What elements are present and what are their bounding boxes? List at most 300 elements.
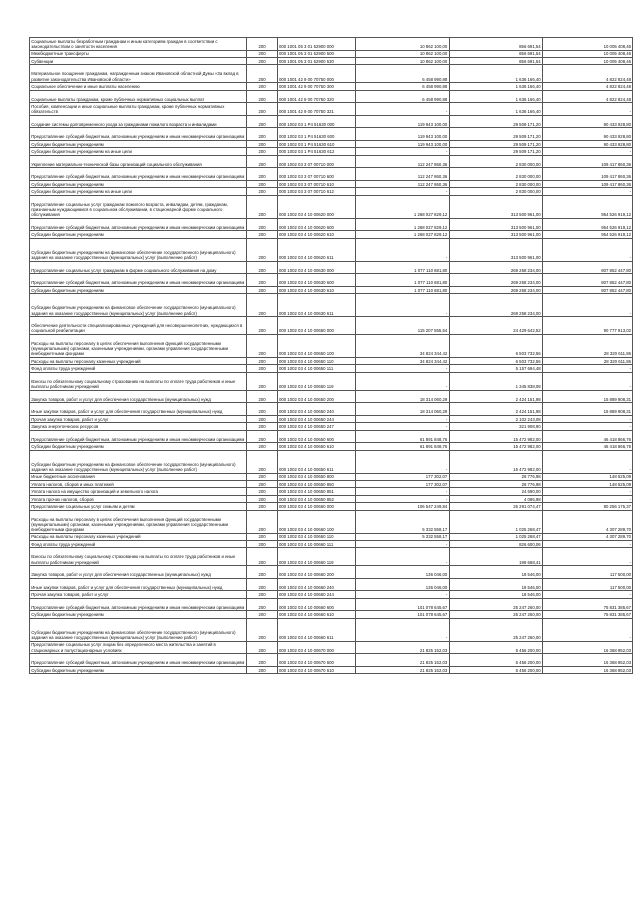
row-code-cell: 200 bbox=[247, 274, 277, 287]
row-approved-cell: - bbox=[356, 103, 449, 116]
row-name-cell: Субсидии бюджетным учреждениям на финансовое обеспечение государственного (муниципального) задания на оказание государственных (муниципальных) услуг (выполнение работ) bbox=[30, 238, 247, 261]
row-unexecuted-cell: - bbox=[542, 365, 632, 372]
row-executed-cell: 29 509 171,20 bbox=[449, 128, 542, 141]
row-executed-cell: 2 424 151,98 bbox=[449, 390, 542, 403]
row-name-cell: Социальное обеспечение и иные выплаты населению bbox=[30, 83, 247, 90]
row-code-cell: 200 bbox=[247, 390, 277, 403]
row-executed-cell: 15 472 982,00 bbox=[449, 443, 542, 450]
row-executed-cell: 28 776,98 bbox=[449, 480, 542, 487]
row-approved-cell: 5 332 558,17 bbox=[356, 533, 449, 540]
row-approved-cell: - bbox=[356, 591, 449, 598]
row-name-cell: Предоставление субсидий бюджетным, автономным учреждениям и иным некоммерческим организациям bbox=[30, 128, 247, 141]
row-approved-cell: 18 314 060,29 bbox=[356, 390, 449, 403]
row-kbk-cell: 000 1002 03 4 10 00650 610 bbox=[277, 443, 355, 450]
row-name-cell: Субсидии бюджетным учреждениям bbox=[30, 180, 247, 187]
row-code-cell: 200 bbox=[247, 618, 277, 641]
row-approved-cell: 119 943 100,00 bbox=[356, 115, 449, 128]
row-executed-cell: 18 546,00 bbox=[449, 566, 542, 579]
row-kbk-cell: 000 1002 03 4 10 00650 240 bbox=[277, 403, 355, 416]
row-executed-cell: 269 258 234,00 bbox=[449, 294, 542, 317]
row-name-cell: Субсидии бюджетным учреждениям bbox=[30, 443, 247, 450]
row-code-cell: 200 bbox=[247, 57, 277, 64]
row-executed-cell: 269 258 234,00 bbox=[449, 274, 542, 287]
table-row bbox=[30, 238, 633, 261]
row-kbk-cell: 000 1002 03 1 P4 51630 000 bbox=[277, 115, 355, 128]
row-name-cell: Прочая закупка товаров, работ и услуг bbox=[30, 591, 247, 598]
row-approved-cell: 101 078 645,67 bbox=[356, 598, 449, 611]
row-unexecuted-cell: - bbox=[542, 294, 632, 317]
table-row bbox=[30, 294, 633, 317]
table-row bbox=[30, 618, 633, 641]
table-row bbox=[30, 480, 633, 487]
row-name-cell: Предоставление социальных услуг лицам без определенного места жительства и занятий в стационарных и полустационарных условиях bbox=[30, 641, 247, 654]
row-code-cell: 200 bbox=[247, 566, 277, 579]
table-row bbox=[30, 168, 633, 181]
row-code-cell: 200 bbox=[247, 168, 277, 181]
budget-execution-table bbox=[29, 37, 633, 674]
row-name-cell: Межбюджетные трансферты bbox=[30, 50, 247, 57]
table-row bbox=[30, 430, 633, 443]
row-unexecuted-cell: 28 320 611,86 bbox=[542, 358, 632, 365]
row-approved-cell: 21 825 152,03 bbox=[356, 666, 449, 673]
row-executed-cell: 4 086,98 bbox=[449, 495, 542, 502]
row-code-cell: 200 bbox=[247, 140, 277, 147]
row-unexecuted-cell: - bbox=[542, 618, 632, 641]
row-approved-cell: 61 891 848,76 bbox=[356, 430, 449, 443]
row-code-cell: 200 bbox=[247, 591, 277, 598]
table-row bbox=[30, 218, 633, 231]
row-name-cell: Социальные выплаты безработным гражданам и иным категориям граждан в соответствии с законодательством о занятости населения bbox=[30, 38, 247, 51]
row-kbk-cell: 000 1002 03 1 P4 51630 600 bbox=[277, 128, 355, 141]
row-approved-cell: 1 077 110 681,80 bbox=[356, 261, 449, 274]
row-kbk-cell: 000 1002 03 3 07 00710 600 bbox=[277, 168, 355, 181]
row-kbk-cell: 000 1002 03 1 P4 51630 610 bbox=[277, 140, 355, 147]
row-executed-cell: 826 600,06 bbox=[449, 540, 542, 547]
row-code-cell: 200 bbox=[247, 50, 277, 57]
table-row bbox=[30, 103, 633, 116]
row-code-cell: 200 bbox=[247, 261, 277, 274]
row-executed-cell: 2 830 000,00 bbox=[449, 180, 542, 187]
row-approved-cell: 112 247 860,36 bbox=[356, 155, 449, 168]
row-kbk-cell: 000 1002 03 4 10 00650 110 bbox=[277, 358, 355, 365]
row-kbk-cell: 000 1001 42 9 00 70750 300 bbox=[277, 83, 355, 90]
row-name-cell: Уплата прочих налогов, сборов bbox=[30, 495, 247, 502]
row-name-cell: Предоставление субсидий бюджетным, автономным учреждениям и иным некоммерческим организациям bbox=[30, 654, 247, 667]
row-code-cell: 200 bbox=[247, 128, 277, 141]
row-unexecuted-cell: 117 500,00 bbox=[542, 578, 632, 591]
row-kbk-cell: 000 1002 03 4 10 00650 851 bbox=[277, 488, 355, 495]
table-row bbox=[30, 443, 633, 450]
table-row bbox=[30, 566, 633, 579]
row-executed-cell: 269 258 234,00 bbox=[449, 286, 542, 293]
row-executed-cell: 1 345 838,08 bbox=[449, 372, 542, 390]
row-kbk-cell: 000 1002 03 4 10 00630 611 bbox=[277, 294, 355, 317]
row-name-cell: Субсидии бюджетным учреждениям на иные цели bbox=[30, 148, 247, 155]
row-name-cell: Субсидии бюджетным учреждениям на финансовое обеспечение государственного (муниципального) задания на оказание государственных (муниципальных) услуг (выполнение работ) bbox=[30, 618, 247, 641]
table-row bbox=[30, 510, 633, 533]
table-row bbox=[30, 90, 633, 103]
row-unexecuted-cell: 75 831 385,67 bbox=[542, 598, 632, 611]
row-name-cell: Предоставление субсидий бюджетным, автономным учреждениям и иным некоммерческим организациям bbox=[30, 218, 247, 231]
row-unexecuted-cell: 46 418 866,76 bbox=[542, 443, 632, 450]
row-executed-cell: 24 690,00 bbox=[449, 488, 542, 495]
table-row bbox=[30, 286, 633, 293]
row-name-cell: Иные закупки товаров, работ и услуг для обеспечения государственных (муниципальных) нужд bbox=[30, 403, 247, 416]
row-name-cell: Субсидии бюджетным учреждениям на финансовое обеспечение государственного (муниципального) задания на оказание государственных (муниципальных) услуг (выполнение работ) bbox=[30, 450, 247, 473]
table-row bbox=[30, 503, 633, 510]
row-name-cell: Прочая закупка товаров, работ и услуг bbox=[30, 415, 247, 422]
row-name-cell: Обеспечение деятельности специализированных учреждений для несовершеннолетних, нуждающихся в социальной реабилитации bbox=[30, 317, 247, 335]
row-code-cell: 200 bbox=[247, 65, 277, 83]
row-kbk-cell: 000 1002 03 3 07 00710 000 bbox=[277, 155, 355, 168]
row-kbk-cell: 000 1002 03 4 10 00620 000 bbox=[277, 195, 355, 218]
row-name-cell: Закупка товаров, работ и услуг для обеспечения государственных (муниципальных) нужд bbox=[30, 390, 247, 403]
row-kbk-cell: 000 1002 03 4 10 00650 852 bbox=[277, 495, 355, 502]
table-row bbox=[30, 488, 633, 495]
row-executed-cell: 198 668,41 bbox=[449, 548, 542, 566]
row-approved-cell: 34 824 344,42 bbox=[356, 358, 449, 365]
table-row bbox=[30, 261, 633, 274]
row-executed-cell: 313 500 961,00 bbox=[449, 195, 542, 218]
table-row bbox=[30, 65, 633, 83]
table-row bbox=[30, 358, 633, 365]
row-executed-cell: 18 546,00 bbox=[449, 591, 542, 598]
row-kbk-cell: 000 1002 03 4 10 00650 100 bbox=[277, 335, 355, 358]
row-executed-cell: 2 830 000,00 bbox=[449, 188, 542, 195]
row-code-cell: 200 bbox=[247, 358, 277, 365]
row-executed-cell: 5 157 694,48 bbox=[449, 365, 542, 372]
table-row bbox=[30, 372, 633, 390]
row-kbk-cell: 000 1001 05 3 01 52900 530 bbox=[277, 57, 355, 64]
row-unexecuted-cell: 16 368 952,03 bbox=[542, 654, 632, 667]
row-approved-cell: - bbox=[356, 365, 449, 372]
row-name-cell: Фонд оплаты труда учреждений bbox=[30, 365, 247, 372]
row-kbk-cell: 000 1002 03 1 P4 51630 612 bbox=[277, 148, 355, 155]
row-executed-cell: 28 776,98 bbox=[449, 473, 542, 480]
row-unexecuted-cell: - bbox=[542, 548, 632, 566]
table-row bbox=[30, 140, 633, 147]
row-name-cell: Субсидии бюджетным учреждениям bbox=[30, 286, 247, 293]
table-row bbox=[30, 403, 633, 416]
row-unexecuted-cell: 954 526 919,12 bbox=[542, 218, 632, 231]
row-approved-cell: 115 207 555,54 bbox=[356, 317, 449, 335]
row-name-cell: Расходы на выплаты персоналу в целях обеспечения выполнения функций государственными (муниципальными) органами, казенными учреждениями, органами управления государственными внебюджетными фондами bbox=[30, 335, 247, 358]
table-row bbox=[30, 274, 633, 287]
row-unexecuted-cell: - bbox=[542, 148, 632, 155]
row-kbk-cell: 000 1002 03 4 10 00660 610 bbox=[277, 611, 355, 618]
row-executed-cell: 25 247 260,00 bbox=[449, 618, 542, 641]
row-unexecuted-cell: 15 889 908,31 bbox=[542, 403, 632, 416]
row-name-cell: Предоставление субсидий бюджетным, автономным учреждениям и иным некоммерческим организациям bbox=[30, 598, 247, 611]
table-row bbox=[30, 180, 633, 187]
row-approved-cell: 136 046,00 bbox=[356, 578, 449, 591]
row-approved-cell: 1 077 110 681,80 bbox=[356, 286, 449, 293]
table-row bbox=[30, 533, 633, 540]
row-code-cell: 200 bbox=[247, 654, 277, 667]
row-approved-cell: 112 247 860,36 bbox=[356, 180, 449, 187]
row-executed-cell: 29 509 171,20 bbox=[449, 115, 542, 128]
row-code-cell: 200 bbox=[247, 286, 277, 293]
row-approved-cell: 119 943 100,00 bbox=[356, 140, 449, 147]
row-unexecuted-cell: - bbox=[542, 238, 632, 261]
row-kbk-cell: 000 1002 03 4 10 00670 000 bbox=[277, 641, 355, 654]
table-row bbox=[30, 495, 633, 502]
row-kbk-cell: 000 1002 03 4 10 00660 611 bbox=[277, 618, 355, 641]
table-row bbox=[30, 57, 633, 64]
row-code-cell: 200 bbox=[247, 294, 277, 317]
row-code-cell: 200 bbox=[247, 372, 277, 390]
row-executed-cell: 1 636 166,40 bbox=[449, 65, 542, 83]
row-unexecuted-cell: 148 525,09 bbox=[542, 473, 632, 480]
row-kbk-cell: 000 1002 03 4 10 00630 600 bbox=[277, 274, 355, 287]
row-executed-cell: 2 830 000,00 bbox=[449, 168, 542, 181]
row-executed-cell: 2 830 000,00 bbox=[449, 155, 542, 168]
row-approved-cell: - bbox=[356, 238, 449, 261]
row-executed-cell: 2 102 243,08 bbox=[449, 415, 542, 422]
row-executed-cell: 5 456 200,00 bbox=[449, 666, 542, 673]
row-approved-cell: 112 247 860,36 bbox=[356, 168, 449, 181]
row-approved-cell: 119 943 100,00 bbox=[356, 128, 449, 141]
row-name-cell: Социальные выплаты гражданам, кроме публичных нормативных социальных выплат bbox=[30, 90, 247, 103]
table-row bbox=[30, 415, 633, 422]
row-executed-cell: 1 636 166,40 bbox=[449, 103, 542, 116]
row-name-cell: Материальное поощрение гражданам, награжденным знаком Ивановской областной Думы «За вклад в развитие законодательства Ивановской области» bbox=[30, 65, 247, 83]
row-approved-cell: 101 078 645,67 bbox=[356, 611, 449, 618]
row-name-cell: Фонд оплаты труда учреждений bbox=[30, 540, 247, 547]
row-code-cell: 200 bbox=[247, 548, 277, 566]
row-name-cell: Взносы по обязательному социальному страхованию на выплаты по оплате труда работников и иные выплаты работникам учреждений bbox=[30, 372, 247, 390]
row-name-cell: Предоставление субсидий бюджетным, автономным учреждениям и иным некоммерческим организациям bbox=[30, 168, 247, 181]
row-executed-cell: 1 025 268,47 bbox=[449, 510, 542, 533]
row-code-cell: 200 bbox=[247, 115, 277, 128]
row-unexecuted-cell: 75 831 385,67 bbox=[542, 611, 632, 618]
row-approved-cell: 1 268 027 829,12 bbox=[356, 218, 449, 231]
row-approved-cell: - bbox=[356, 148, 449, 155]
row-name-cell: Взносы по обязательному социальному страхованию на выплаты по оплате труда работников и иные выплаты работникам учреждений bbox=[30, 548, 247, 566]
row-kbk-cell: 000 1002 03 4 10 00650 111 bbox=[277, 365, 355, 372]
row-code-cell: 200 bbox=[247, 480, 277, 487]
row-approved-cell: 177 302,07 bbox=[356, 473, 449, 480]
row-code-cell: 200 bbox=[247, 38, 277, 51]
row-executed-cell: 18 546,00 bbox=[449, 578, 542, 591]
row-code-cell: 200 bbox=[247, 598, 277, 611]
row-code-cell: 200 bbox=[247, 578, 277, 591]
row-approved-cell: 6 458 990,88 bbox=[356, 65, 449, 83]
row-approved-cell: 10 862 100,00 bbox=[356, 50, 449, 57]
row-unexecuted-cell: 4 822 824,48 bbox=[542, 90, 632, 103]
row-code-cell: 200 bbox=[247, 365, 277, 372]
row-unexecuted-cell: 80 256 175,37 bbox=[542, 503, 632, 510]
row-unexecuted-cell: 807 852 447,80 bbox=[542, 286, 632, 293]
row-name-cell: Создание системы долговременного ухода за гражданами пожилого возраста и инвалидами bbox=[30, 115, 247, 128]
row-unexecuted-cell: - bbox=[542, 188, 632, 195]
row-code-cell: 200 bbox=[247, 218, 277, 231]
row-code-cell: 200 bbox=[247, 666, 277, 673]
row-executed-cell: 25 247 260,00 bbox=[449, 598, 542, 611]
row-kbk-cell: 000 1002 03 4 10 00650 244 bbox=[277, 415, 355, 422]
row-code-cell: 200 bbox=[247, 188, 277, 195]
table-row bbox=[30, 155, 633, 168]
row-unexecuted-cell: 109 417 860,36 bbox=[542, 180, 632, 187]
row-executed-cell: 313 500 961,00 bbox=[449, 231, 542, 238]
row-unexecuted-cell: - bbox=[542, 540, 632, 547]
table-body bbox=[30, 38, 633, 674]
row-unexecuted-cell: 954 526 919,12 bbox=[542, 231, 632, 238]
table-row bbox=[30, 578, 633, 591]
row-kbk-cell: 000 1002 03 4 10 00670 610 bbox=[277, 666, 355, 673]
row-name-cell: Субвенции bbox=[30, 57, 247, 64]
row-executed-cell: 1 636 166,40 bbox=[449, 83, 542, 90]
row-kbk-cell: 000 1001 42 9 00 70750 321 bbox=[277, 103, 355, 116]
row-kbk-cell: 000 1002 03 4 10 00650 200 bbox=[277, 390, 355, 403]
row-executed-cell: 321 908,90 bbox=[449, 423, 542, 430]
row-name-cell: Уплата налога на имущество организаций и земельного налога bbox=[30, 488, 247, 495]
row-approved-cell: - bbox=[356, 294, 449, 317]
row-unexecuted-cell: - bbox=[542, 103, 632, 116]
row-unexecuted-cell: 109 417 860,36 bbox=[542, 155, 632, 168]
table-row bbox=[30, 83, 633, 90]
row-unexecuted-cell: - bbox=[542, 423, 632, 430]
row-name-cell: Иные бюджетные ассигнования bbox=[30, 473, 247, 480]
row-unexecuted-cell: 90 777 913,02 bbox=[542, 317, 632, 335]
row-unexecuted-cell: 117 500,00 bbox=[542, 566, 632, 579]
row-name-cell: Субсидии бюджетным учреждениям bbox=[30, 666, 247, 673]
row-unexecuted-cell: 4 822 824,48 bbox=[542, 83, 632, 90]
table-row bbox=[30, 423, 633, 430]
table-row bbox=[30, 548, 633, 566]
row-kbk-cell: 000 1002 03 4 10 00660 000 bbox=[277, 503, 355, 510]
row-executed-cell: 269 258 234,00 bbox=[449, 261, 542, 274]
row-code-cell: 200 bbox=[247, 540, 277, 547]
table-row bbox=[30, 115, 633, 128]
row-approved-cell: 21 825 152,03 bbox=[356, 641, 449, 654]
row-name-cell: Расходы на выплаты персоналу в целях обеспечения выполнения функций государственными (муниципальными) органами, казенными учреждениями, органами управления государственными внебюджетными фондами bbox=[30, 510, 247, 533]
row-executed-cell: 313 500 961,00 bbox=[449, 218, 542, 231]
row-code-cell: 200 bbox=[247, 488, 277, 495]
row-kbk-cell: 000 1001 42 9 00 70750 000 bbox=[277, 65, 355, 83]
row-code-cell: 200 bbox=[247, 83, 277, 90]
row-executed-cell: 856 691,54 bbox=[449, 50, 542, 57]
row-code-cell: 200 bbox=[247, 423, 277, 430]
row-executed-cell: 15 472 982,00 bbox=[449, 450, 542, 473]
row-executed-cell: 29 509 171,20 bbox=[449, 148, 542, 155]
row-kbk-cell: 000 1002 03 4 10 00650 119 bbox=[277, 372, 355, 390]
row-unexecuted-cell: - bbox=[542, 495, 632, 502]
row-approved-cell: 6 458 990,88 bbox=[356, 90, 449, 103]
row-approved-cell: 177 302,07 bbox=[356, 480, 449, 487]
row-unexecuted-cell: 16 368 952,03 bbox=[542, 666, 632, 673]
row-approved-cell: - bbox=[356, 372, 449, 390]
row-approved-cell: - bbox=[356, 188, 449, 195]
row-kbk-cell: 000 1002 03 4 10 00650 600 bbox=[277, 430, 355, 443]
row-unexecuted-cell: 954 526 919,12 bbox=[542, 195, 632, 218]
row-name-cell: Предоставление субсидий бюджетным, автономным учреждениям и иным некоммерческим организациям bbox=[30, 430, 247, 443]
row-approved-cell: 106 547 249,84 bbox=[356, 503, 449, 510]
row-approved-cell: 18 314 060,29 bbox=[356, 403, 449, 416]
table-row bbox=[30, 188, 633, 195]
row-kbk-cell: 000 1002 03 3 07 00710 612 bbox=[277, 188, 355, 195]
row-kbk-cell: 000 1002 03 4 10 00650 000 bbox=[277, 317, 355, 335]
row-executed-cell: 313 500 961,00 bbox=[449, 238, 542, 261]
row-unexecuted-cell: 807 852 447,80 bbox=[542, 274, 632, 287]
row-kbk-cell: 000 1002 03 4 10 00670 600 bbox=[277, 654, 355, 667]
row-name-cell: Субсидии бюджетным учреждениям bbox=[30, 231, 247, 238]
row-unexecuted-cell: - bbox=[542, 372, 632, 390]
row-approved-cell: - bbox=[356, 488, 449, 495]
row-approved-cell: 136 046,00 bbox=[356, 566, 449, 579]
row-approved-cell: - bbox=[356, 423, 449, 430]
row-kbk-cell: 000 1002 03 4 10 00650 850 bbox=[277, 480, 355, 487]
row-name-cell: Субсидии бюджетным учреждениям на иные цели bbox=[30, 188, 247, 195]
row-code-cell: 200 bbox=[247, 503, 277, 510]
row-name-cell: Расходы на выплаты персоналу казенных учреждений bbox=[30, 358, 247, 365]
row-unexecuted-cell: 10 005 408,46 bbox=[542, 57, 632, 64]
row-approved-cell: 61 891 848,76 bbox=[356, 443, 449, 450]
row-kbk-cell: 000 1001 42 9 00 70750 320 bbox=[277, 90, 355, 103]
row-executed-cell: 1 636 166,40 bbox=[449, 90, 542, 103]
row-kbk-cell: 000 1002 03 4 10 00630 610 bbox=[277, 286, 355, 293]
row-kbk-cell: 000 1002 03 4 10 00650 611 bbox=[277, 450, 355, 473]
row-code-cell: 200 bbox=[247, 155, 277, 168]
row-approved-cell: - bbox=[356, 495, 449, 502]
row-approved-cell: 5 332 558,17 bbox=[356, 510, 449, 533]
row-approved-cell: - bbox=[356, 548, 449, 566]
row-kbk-cell: 000 1002 03 4 10 00620 600 bbox=[277, 218, 355, 231]
row-kbk-cell: 000 1002 03 4 10 00660 100 bbox=[277, 510, 355, 533]
row-kbk-cell: 000 1002 03 4 10 00660 240 bbox=[277, 578, 355, 591]
row-kbk-cell: 000 1002 03 4 10 00660 111 bbox=[277, 540, 355, 547]
row-name-cell: Предоставление социальных услуг гражданам пожилого возраста, инвалидам, детям, гражданам, признанным нуждающимися в социальном обслуживании, в стационарной форме социального обслуживания bbox=[30, 195, 247, 218]
row-name-cell: Закупка энергетических ресурсов bbox=[30, 423, 247, 430]
table-row bbox=[30, 473, 633, 480]
row-executed-cell: 2 424 151,98 bbox=[449, 403, 542, 416]
row-code-cell: 200 bbox=[247, 238, 277, 261]
row-unexecuted-cell: 4 307 289,70 bbox=[542, 510, 632, 533]
row-code-cell: 200 bbox=[247, 443, 277, 450]
table-row bbox=[30, 598, 633, 611]
row-code-cell: 200 bbox=[247, 335, 277, 358]
row-approved-cell: 1 268 027 829,12 bbox=[356, 231, 449, 238]
row-unexecuted-cell: 10 005 408,46 bbox=[542, 38, 632, 51]
table-row bbox=[30, 666, 633, 673]
row-code-cell: 200 bbox=[247, 403, 277, 416]
row-unexecuted-cell: 16 368 952,03 bbox=[542, 641, 632, 654]
row-name-cell: Предоставление субсидий бюджетным, автономным учреждениям и иным некоммерческим организациям bbox=[30, 274, 247, 287]
table-row bbox=[30, 317, 633, 335]
row-unexecuted-cell: 109 417 860,36 bbox=[542, 168, 632, 181]
row-name-cell: Субсидии бюджетным учреждениям на финансовое обеспечение государственного (муниципального) задания на оказание государственных (муниципальных) услуг (выполнение работ) bbox=[30, 294, 247, 317]
row-kbk-cell: 000 1002 03 4 10 00660 200 bbox=[277, 566, 355, 579]
row-unexecuted-cell: - bbox=[542, 591, 632, 598]
table-row bbox=[30, 231, 633, 238]
row-name-cell: Закупка товаров, работ и услуг для обеспечения государственных (муниципальных) нужд bbox=[30, 566, 247, 579]
row-name-cell: Расходы на выплаты персоналу казенных учреждений bbox=[30, 533, 247, 540]
table-row bbox=[30, 335, 633, 358]
table-row bbox=[30, 128, 633, 141]
row-code-cell: 200 bbox=[247, 473, 277, 480]
row-kbk-cell: 000 1002 03 4 10 00620 611 bbox=[277, 238, 355, 261]
row-unexecuted-cell: - bbox=[542, 415, 632, 422]
row-unexecuted-cell: 4 822 824,48 bbox=[542, 65, 632, 83]
row-executed-cell: 5 456 200,00 bbox=[449, 641, 542, 654]
table-row bbox=[30, 641, 633, 654]
row-unexecuted-cell: - bbox=[542, 450, 632, 473]
row-approved-cell: - bbox=[356, 450, 449, 473]
row-executed-cell: 25 247 260,00 bbox=[449, 611, 542, 618]
row-code-cell: 200 bbox=[247, 180, 277, 187]
row-approved-cell: 10 862 100,00 bbox=[356, 57, 449, 64]
row-name-cell: Предоставление социальных услуг гражданам в форме социального обслуживания на дому bbox=[30, 261, 247, 274]
